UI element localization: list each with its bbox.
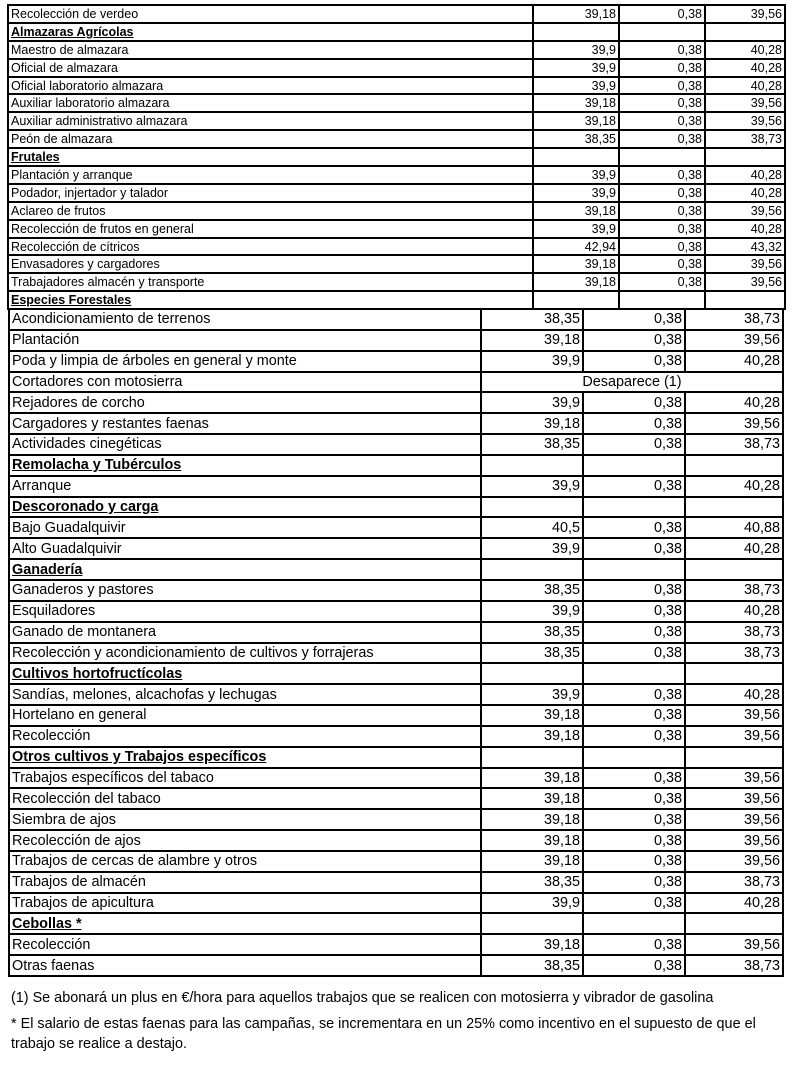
salary-cell (533, 291, 619, 309)
total-cell: 40,28 (685, 392, 783, 413)
plus-cell (583, 663, 685, 684)
salary-cell: 39,18 (481, 934, 583, 955)
total-cell: 39,56 (685, 330, 783, 351)
job-label: Oficial laboratorio almazara (8, 77, 533, 95)
table-row (8, 5, 785, 23)
table-row (8, 220, 785, 238)
section-header-row (9, 913, 783, 934)
section-header-row (8, 23, 785, 41)
job-label: Arranque (9, 476, 481, 497)
table-row (9, 684, 783, 705)
table-row (9, 372, 783, 393)
salary-cell: 39,9 (481, 684, 583, 705)
total-cell: 40,88 (685, 517, 783, 538)
job-label: Trabajos de almacén (9, 872, 481, 893)
salary-cell: 39,18 (533, 273, 619, 291)
table-row (8, 184, 785, 202)
plus-cell: 0,38 (583, 622, 685, 643)
salary-cell: 38,35 (481, 872, 583, 893)
job-label: Auxiliar laboratorio almazara (8, 94, 533, 112)
plus-cell (619, 23, 705, 41)
plus-cell: 0,38 (583, 330, 685, 351)
total-cell (705, 148, 785, 166)
salary-cell: 39,9 (481, 601, 583, 622)
plus-cell (583, 497, 685, 518)
plus-cell: 0,38 (583, 851, 685, 872)
section-title: Descoronado y carga (9, 497, 481, 518)
footnote-1: (1) Se abonará un plus en €/hora para aquellos trabajos que se realicen con motosierra y vibrador de gasolina (11, 990, 714, 1006)
plus-cell: 0,38 (619, 5, 705, 23)
salary-cell (533, 23, 619, 41)
total-cell: 39,56 (685, 705, 783, 726)
job-label: Plantación (9, 330, 481, 351)
job-label: Otras faenas (9, 955, 481, 976)
salary-cell: 38,35 (481, 434, 583, 455)
table-row (8, 166, 785, 184)
salary-cell: 39,18 (481, 768, 583, 789)
job-label: Esquiladores (9, 601, 481, 622)
job-label: Auxiliar administrativo almazara (8, 112, 533, 130)
salary-cell: 39,18 (533, 255, 619, 273)
table-row (9, 351, 783, 372)
total-cell: 39,56 (705, 202, 785, 220)
salary-cell: 39,9 (481, 392, 583, 413)
table-row (8, 77, 785, 95)
job-label: Trabajadores almacén y transporte (8, 273, 533, 291)
total-cell: 39,56 (705, 255, 785, 273)
salary-cell: 40,5 (481, 517, 583, 538)
total-cell: 39,56 (685, 768, 783, 789)
section-title: Remolacha y Tubérculos (9, 455, 481, 476)
salary-cell: 39,18 (481, 809, 583, 830)
plus-cell: 0,38 (583, 643, 685, 664)
job-label: Peón de almazara (8, 130, 533, 148)
job-label: Ganaderos y pastores (9, 580, 481, 601)
table-row (9, 893, 783, 914)
salary-cell (481, 663, 583, 684)
section-header-row (9, 663, 783, 684)
job-label: Podador, injertador y talador (8, 184, 533, 202)
total-cell (705, 291, 785, 309)
salary-cell: 39,9 (533, 59, 619, 77)
job-label: Hortelano en general (9, 705, 481, 726)
plus-cell: 0,38 (619, 77, 705, 95)
table-row (8, 255, 785, 273)
plus-cell: 0,38 (619, 112, 705, 130)
table-row (9, 601, 783, 622)
salary-cell: 39,18 (533, 112, 619, 130)
table-row (9, 934, 783, 955)
plus-cell (619, 291, 705, 309)
job-label: Trabajos específicos del tabaco (9, 768, 481, 789)
table-row (8, 273, 785, 291)
table-row (8, 94, 785, 112)
salary-cell: 39,18 (533, 94, 619, 112)
salary-cell: 39,9 (533, 77, 619, 95)
total-cell: 40,28 (705, 166, 785, 184)
wage-table-bottom (8, 308, 784, 977)
plus-cell: 0,38 (619, 202, 705, 220)
salary-cell: 39,9 (481, 476, 583, 497)
total-cell: 40,28 (705, 184, 785, 202)
section-title: Especies Forestales (8, 291, 533, 309)
plus-cell: 0,38 (583, 809, 685, 830)
plus-cell: 0,38 (583, 580, 685, 601)
total-cell: 40,28 (705, 77, 785, 95)
plus-cell: 0,38 (583, 392, 685, 413)
plus-cell: 0,38 (619, 59, 705, 77)
plus-cell (619, 148, 705, 166)
total-cell: 38,73 (685, 643, 783, 664)
plus-cell: 0,38 (619, 130, 705, 148)
plus-cell: 0,38 (583, 538, 685, 559)
footnotes (11, 988, 789, 1060)
total-cell: 39,56 (705, 5, 785, 23)
salary-cell (481, 913, 583, 934)
table-row (9, 830, 783, 851)
job-label: Cargadores y restantes faenas (9, 413, 481, 434)
salary-cell: 39,18 (481, 705, 583, 726)
job-label: Trabajos de apicultura (9, 893, 481, 914)
salary-cell (481, 455, 583, 476)
table-row (9, 330, 783, 351)
job-label: Acondicionamiento de terrenos (9, 309, 481, 330)
total-cell: 39,56 (705, 94, 785, 112)
section-header-row (9, 455, 783, 476)
total-cell (685, 497, 783, 518)
table-row (8, 112, 785, 130)
total-cell: 39,56 (685, 726, 783, 747)
job-label: Recolección de frutos en general (8, 220, 533, 238)
salary-cell: 39,18 (481, 851, 583, 872)
total-cell: 43,32 (705, 238, 785, 256)
salary-cell: 39,9 (481, 351, 583, 372)
plus-cell: 0,38 (583, 434, 685, 455)
plus-cell: 0,38 (583, 955, 685, 976)
plus-cell: 0,38 (619, 255, 705, 273)
salary-cell: 39,9 (481, 538, 583, 559)
salary-cell: 39,18 (481, 330, 583, 351)
total-cell: 40,28 (685, 684, 783, 705)
section-header-row (9, 747, 783, 768)
total-cell: 39,56 (685, 934, 783, 955)
job-label: Sandías, melones, alcachofas y lechugas (9, 684, 481, 705)
section-header-row (9, 497, 783, 518)
plus-cell: 0,38 (583, 830, 685, 851)
job-label: Alto Guadalquivir (9, 538, 481, 559)
plus-cell: 0,38 (619, 220, 705, 238)
table-row (9, 538, 783, 559)
total-cell (685, 913, 783, 934)
section-title: Cebollas * (9, 913, 481, 934)
table-row (8, 59, 785, 77)
table-row (9, 955, 783, 976)
table-row (9, 872, 783, 893)
job-label: Recolección y acondicionamiento de cultivos y forrajeras (9, 643, 481, 664)
plus-cell: 0,38 (583, 684, 685, 705)
salary-cell: 38,35 (533, 130, 619, 148)
plus-cell: 0,38 (583, 517, 685, 538)
job-label: Recolección (9, 934, 481, 955)
total-cell: 39,56 (685, 413, 783, 434)
total-cell: 39,56 (685, 830, 783, 851)
plus-cell (583, 913, 685, 934)
section-title: Frutales (8, 148, 533, 166)
salary-cell: 39,9 (533, 220, 619, 238)
table-row (8, 202, 785, 220)
job-label: Maestro de almazara (8, 41, 533, 59)
job-label: Plantación y arranque (8, 166, 533, 184)
table-row (9, 705, 783, 726)
section-header-row (9, 559, 783, 580)
job-label: Ganado de montanera (9, 622, 481, 643)
table-row (8, 130, 785, 148)
section-title: Almazaras Agrícolas (8, 23, 533, 41)
total-cell: 38,73 (685, 955, 783, 976)
table-row (9, 851, 783, 872)
job-label: Recolección de ajos (9, 830, 481, 851)
plus-cell: 0,38 (583, 726, 685, 747)
salary-cell: 38,35 (481, 622, 583, 643)
total-cell: 38,73 (705, 130, 785, 148)
salary-cell: 38,35 (481, 955, 583, 976)
plus-cell: 0,38 (583, 309, 685, 330)
salary-cell: 38,35 (481, 643, 583, 664)
section-title: Otros cultivos y Trabajos específicos (9, 747, 481, 768)
table-row (9, 476, 783, 497)
salary-cell: 38,35 (481, 309, 583, 330)
salary-cell: 39,9 (533, 166, 619, 184)
total-cell: 39,56 (705, 273, 785, 291)
total-cell: 40,28 (705, 220, 785, 238)
salary-cell: 39,9 (481, 893, 583, 914)
plus-cell (583, 455, 685, 476)
job-label: Poda y limpia de árboles en general y monte (9, 351, 481, 372)
wage-table-top (7, 4, 786, 310)
job-label: Bajo Guadalquivir (9, 517, 481, 538)
job-label: Recolección (9, 726, 481, 747)
plus-cell: 0,38 (583, 476, 685, 497)
salary-cell (481, 497, 583, 518)
salary-cell: 39,18 (533, 5, 619, 23)
job-label: Envasadores y cargadores (8, 255, 533, 273)
plus-cell: 0,38 (619, 184, 705, 202)
plus-cell: 0,38 (619, 94, 705, 112)
plus-cell: 0,38 (583, 934, 685, 955)
job-label: Cortadores con motosierra (9, 372, 481, 393)
total-cell: 40,28 (705, 59, 785, 77)
salary-cell: 39,18 (481, 830, 583, 851)
total-cell (705, 23, 785, 41)
table-row (9, 726, 783, 747)
plus-cell: 0,38 (583, 705, 685, 726)
job-label: Oficial de almazara (8, 59, 533, 77)
salary-cell (533, 148, 619, 166)
plus-cell: 0,38 (583, 351, 685, 372)
table-row (9, 413, 783, 434)
salary-cell: 39,18 (481, 726, 583, 747)
table-row (9, 434, 783, 455)
total-cell: 39,56 (705, 112, 785, 130)
total-cell (685, 455, 783, 476)
section-header-row (8, 148, 785, 166)
total-cell: 40,28 (705, 41, 785, 59)
total-cell (685, 663, 783, 684)
salary-cell: 42,94 (533, 238, 619, 256)
total-cell: 40,28 (685, 351, 783, 372)
table-row (8, 238, 785, 256)
salary-cell (481, 559, 583, 580)
total-cell: 39,56 (685, 851, 783, 872)
table-row (9, 392, 783, 413)
job-label: Rejadores de corcho (9, 392, 481, 413)
total-cell: 40,28 (685, 476, 783, 497)
section-title: Ganadería (9, 559, 481, 580)
job-label: Recolección de verdeo (8, 5, 533, 23)
table-row (9, 643, 783, 664)
plus-cell (583, 559, 685, 580)
table-row (9, 809, 783, 830)
table-row (8, 41, 785, 59)
table-row (9, 788, 783, 809)
table-row (9, 622, 783, 643)
total-cell (685, 559, 783, 580)
total-cell: 38,73 (685, 309, 783, 330)
total-cell: 40,28 (685, 893, 783, 914)
job-label: Siembra de ajos (9, 809, 481, 830)
salary-cell: 39,18 (533, 202, 619, 220)
plus-cell: 0,38 (619, 238, 705, 256)
table-row (9, 309, 783, 330)
table-row (9, 768, 783, 789)
plus-cell: 0,38 (619, 273, 705, 291)
table-row (9, 517, 783, 538)
job-label: Aclareo de frutos (8, 202, 533, 220)
total-cell: 40,28 (685, 538, 783, 559)
plus-cell: 0,38 (583, 788, 685, 809)
plus-cell: 0,38 (619, 41, 705, 59)
total-cell: 40,28 (685, 601, 783, 622)
salary-cell: 39,9 (533, 41, 619, 59)
salary-cell: 38,35 (481, 580, 583, 601)
plus-cell: 0,38 (583, 893, 685, 914)
merged-value-cell: Desaparece (1) (481, 372, 783, 393)
plus-cell: 0,38 (583, 872, 685, 893)
salary-cell: 39,18 (481, 788, 583, 809)
job-label: Actividades cinegéticas (9, 434, 481, 455)
job-label: Recolección del tabaco (9, 788, 481, 809)
total-cell: 39,56 (685, 809, 783, 830)
plus-cell: 0,38 (583, 768, 685, 789)
salary-cell: 39,9 (533, 184, 619, 202)
section-header-row (8, 291, 785, 309)
total-cell: 39,56 (685, 788, 783, 809)
salary-cell (481, 747, 583, 768)
plus-cell: 0,38 (583, 601, 685, 622)
total-cell: 38,73 (685, 434, 783, 455)
plus-cell (583, 747, 685, 768)
salary-cell: 39,18 (481, 413, 583, 434)
total-cell (685, 747, 783, 768)
plus-cell: 0,38 (619, 166, 705, 184)
total-cell: 38,73 (685, 580, 783, 601)
plus-cell: 0,38 (583, 413, 685, 434)
section-title: Cultivos hortofructícolas (9, 663, 481, 684)
footnote-2: * El salario de estas faenas para las campañas, se incrementara en un 25% como incentivo en el supuesto de que el trabajo se realice a destajo. (11, 1016, 756, 1052)
total-cell: 38,73 (685, 872, 783, 893)
table-row (9, 580, 783, 601)
job-label: Recolección de cítricos (8, 238, 533, 256)
job-label: Trabajos de cercas de alambre y otros (9, 851, 481, 872)
total-cell: 38,73 (685, 622, 783, 643)
